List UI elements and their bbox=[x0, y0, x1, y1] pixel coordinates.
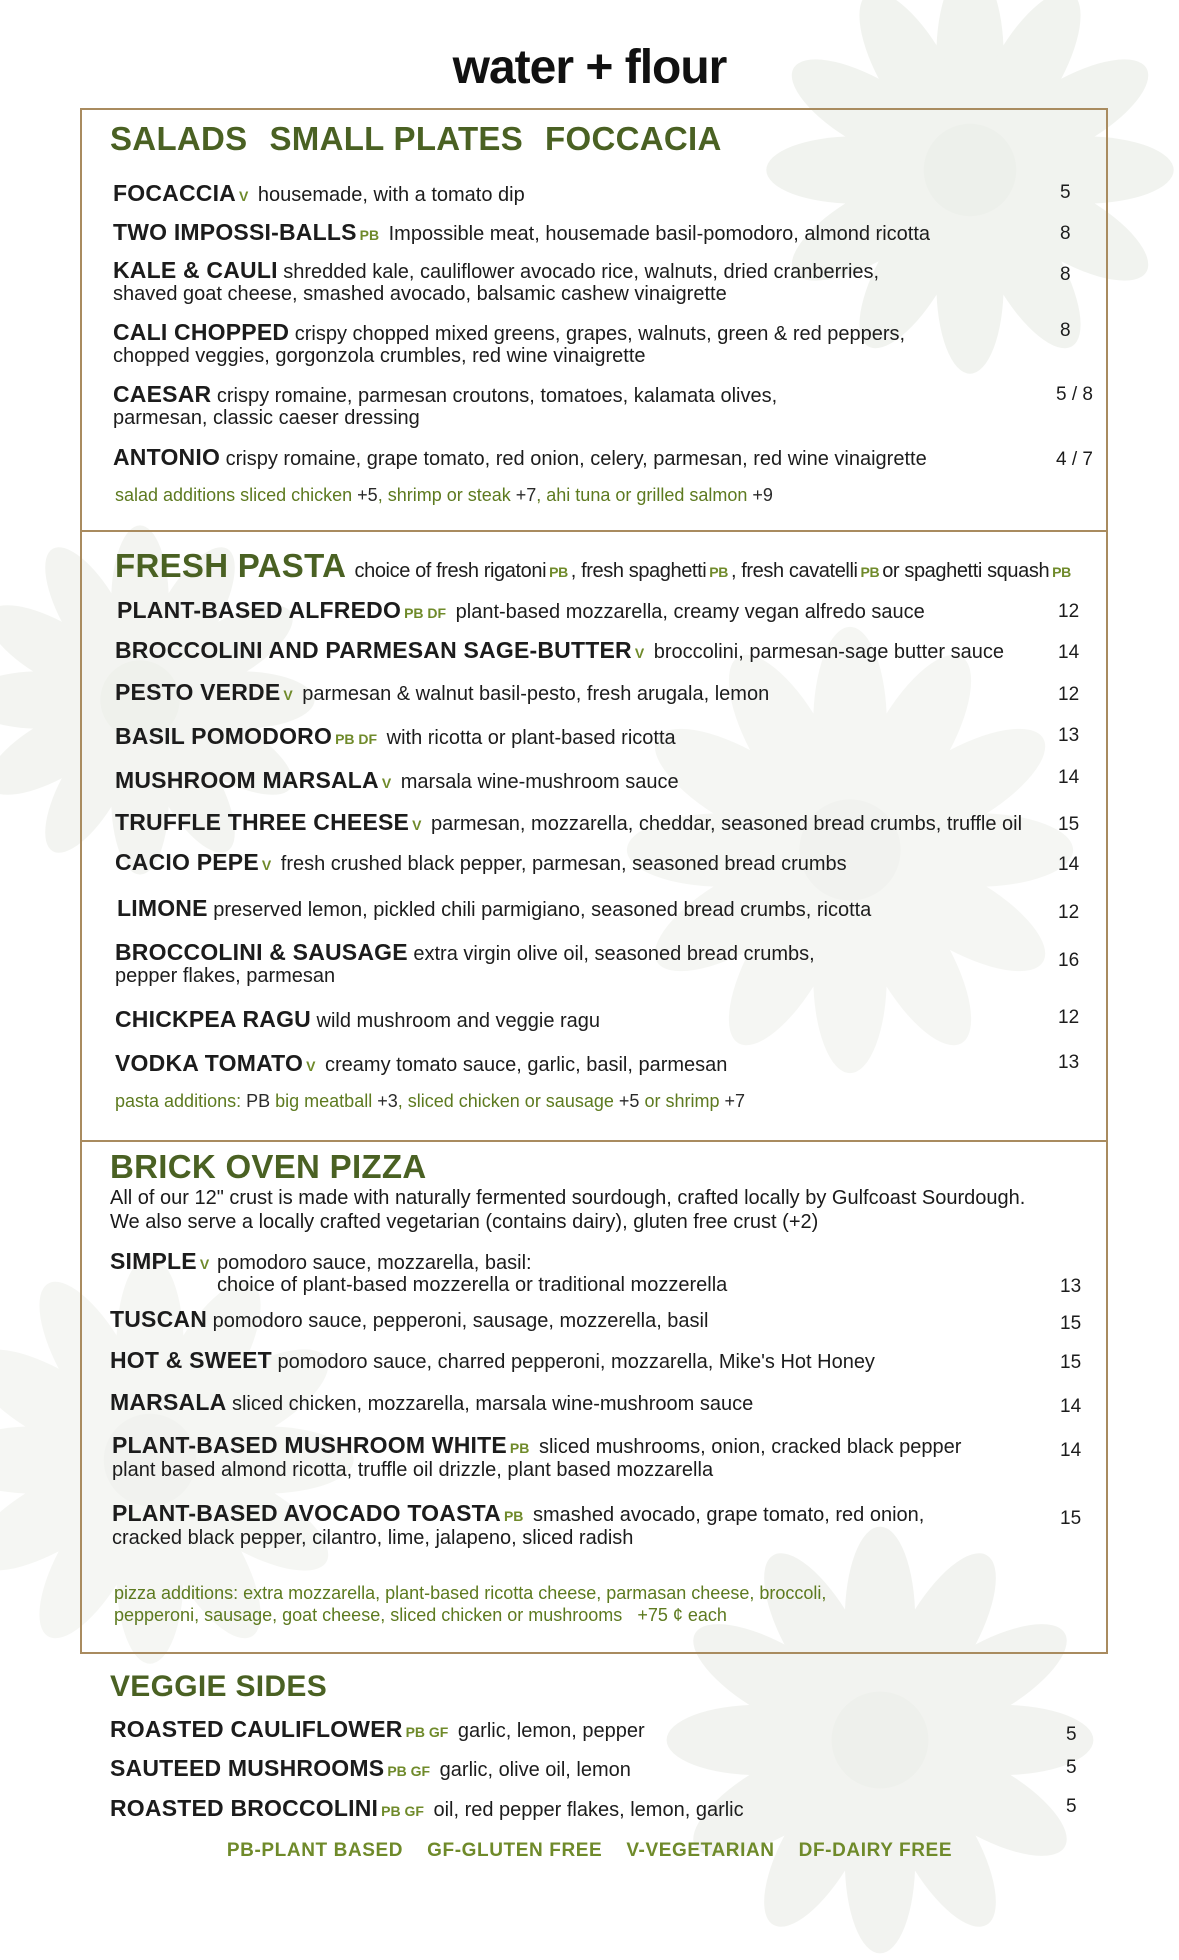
item-price: 12 bbox=[1058, 684, 1080, 705]
item-price: 5 bbox=[1066, 1796, 1077, 1817]
menu-item: SAUTEED MUSHROOMS PB GF garlic, olive oil, lemon bbox=[110, 1755, 631, 1781]
item-price: 12 bbox=[1058, 601, 1080, 622]
item-price: 14 bbox=[1058, 642, 1080, 663]
dietary-legend bbox=[0, 1840, 1179, 1862]
item-price: 8 bbox=[1060, 264, 1071, 285]
menu-item-description: pomodoro sauce, mozzarella, basil: choice of plant-based mozzerella or traditional mozzerella bbox=[217, 1252, 728, 1296]
item-price: 13 bbox=[1058, 1052, 1080, 1073]
item-price: 12 bbox=[1058, 1007, 1080, 1028]
menu-item: ROASTED BROCCOLINI PB GF oil, red pepper flakes, lemon, garlic bbox=[110, 1795, 744, 1821]
menu-item: CALI CHOPPED crispy chopped mixed greens, grapes, walnuts, green & red peppers, chopped veggies, gorgonzola crumbles, red wine vinaigrette bbox=[113, 319, 906, 367]
menu-item: BROCCOLINI & SAUSAGE extra virgin olive oil, seasoned bread crumbs, pepper flakes, parmesan bbox=[115, 939, 815, 987]
menu-item: HOT & SWEET pomodoro sauce, charred pepperoni, mozzarella, Mike's Hot Honey bbox=[110, 1347, 875, 1373]
item-price: 5 bbox=[1066, 1757, 1077, 1778]
item-price: 5 / 8 bbox=[1056, 384, 1093, 405]
item-price: 5 bbox=[1066, 1724, 1077, 1745]
menu-item: FOCACCIA V housemade, with a tomato dip bbox=[113, 180, 525, 206]
menu-item: ROASTED CAULIFLOWER PB GF garlic, lemon, pepper bbox=[110, 1716, 645, 1742]
item-price: 14 bbox=[1058, 854, 1080, 875]
menu-item: PLANT-BASED MUSHROOM WHITE PB sliced mushrooms, onion, cracked black pepper plant based almond ricotta, truffle oil drizzle, plant based mozzarella bbox=[112, 1432, 962, 1481]
menu-item: PLANT-BASED ALFREDO PB DF plant-based mozzarella, creamy vegan alfredo sauce bbox=[117, 597, 925, 623]
pasta-choice-note: choice of fresh rigatoni PB , fresh spaghetti PB , fresh cavatelli PB or spaghetti squash PB bbox=[354, 560, 1071, 582]
menu-item: ANTONIO crispy romaine, grape tomato, red onion, celery, parmesan, red wine vinaigrette bbox=[113, 444, 927, 470]
item-price: 12 bbox=[1058, 902, 1080, 923]
pizza-additions: pizza additions: extra mozzarella, plant-based ricotta cheese, parmasan cheese, broccoli, pepperoni, sausage, goat cheese, sliced chicken or mushrooms +75 ¢ each bbox=[114, 1583, 827, 1625]
veggie-sides-section-title: VEGGIE SIDES bbox=[110, 1670, 327, 1703]
legend-item: PB-PLANT BASED bbox=[226, 1840, 404, 1861]
item-price: 15 bbox=[1060, 1352, 1082, 1373]
pasta-additions: pasta additions: PB big meatball +3, sliced chicken or sausage +5 or shrimp +7 bbox=[115, 1091, 745, 1111]
item-price: 13 bbox=[1058, 725, 1080, 746]
menu-item: PLANT-BASED AVOCADO TOASTA PB smashed avocado, grape tomato, red onion, cracked black pepper, cilantro, lime, jalapeno, sliced radish bbox=[112, 1500, 925, 1549]
item-price: 14 bbox=[1060, 1396, 1082, 1417]
salad-additions: salad additions sliced chicken +5, shrimp or steak +7, ahi tuna or grilled salmon +9 bbox=[115, 485, 773, 505]
salads-section-title: SALADS SMALL PLATES FOCCACIA bbox=[110, 120, 722, 157]
legend-item: GF-GLUTEN FREE bbox=[427, 1840, 603, 1861]
item-price: 15 bbox=[1060, 1313, 1082, 1334]
menu-item: CACIO PEPE V fresh crushed black pepper, parmesan, seasoned bread crumbs bbox=[115, 849, 847, 875]
legend-item: V-VEGETARIAN bbox=[626, 1840, 775, 1861]
item-price: 14 bbox=[1058, 767, 1080, 788]
menu-item: BROCCOLINI AND PARMESAN SAGE-BUTTER V broccolini, parmesan-sage butter sauce bbox=[115, 637, 1004, 663]
menu-item: BASIL POMODORO PB DF with ricotta or plant-based ricotta bbox=[115, 723, 676, 749]
menu-item: VODKA TOMATO V creamy tomato sauce, garlic, basil, parmesan bbox=[115, 1050, 728, 1076]
pasta-section-title: FRESH PASTA choice of fresh rigatoni PB , fresh spaghetti PB , fresh cavatelli PB or spaghetti squash PB bbox=[115, 547, 1074, 585]
item-price: 4 / 7 bbox=[1056, 449, 1093, 470]
item-price: 8 bbox=[1060, 223, 1071, 244]
menu-item: MUSHROOM MARSALA V marsala wine-mushroom sauce bbox=[115, 767, 679, 793]
menu-item: CAESAR crispy romaine, parmesan croutons, tomatoes, kalamata olives, parmesan, classic caeser dressing bbox=[113, 381, 778, 429]
item-price: 15 bbox=[1060, 1508, 1082, 1529]
menu-item: TUSCAN pomodoro sauce, pepperoni, sausage, mozzerella, basil bbox=[110, 1306, 709, 1332]
item-price: 16 bbox=[1058, 950, 1080, 971]
menu-item: MARSALA sliced chicken, mozzarella, marsala wine-mushroom sauce bbox=[110, 1389, 754, 1415]
pizza-crust-note: All of our 12" crust is made with naturally fermented sourdough, crafted locally by Gulfcoast Sourdough. We also serve a locally crafted vegetarian (contains dairy), gluten free crust (+2) bbox=[110, 1187, 1026, 1233]
item-price: 14 bbox=[1060, 1440, 1082, 1461]
item-price: 15 bbox=[1058, 814, 1080, 835]
menu-item: PESTO VERDE V parmesan & walnut basil-pesto, fresh arugala, lemon bbox=[115, 679, 770, 705]
menu-item: LIMONE preserved lemon, pickled chili parmigiano, seasoned bread crumbs, ricotta bbox=[117, 895, 872, 921]
pizza-section-title: BRICK OVEN PIZZA bbox=[110, 1148, 427, 1185]
menu-item: CHICKPEA RAGU wild mushroom and veggie ragu bbox=[115, 1006, 601, 1032]
legend-item: DF-DAIRY FREE bbox=[798, 1840, 953, 1861]
restaurant-logo: water + flour bbox=[452, 41, 727, 94]
menu-item: SIMPLE V bbox=[110, 1248, 210, 1274]
menu-item: TWO IMPOSSI-BALLS PB Impossible meat, housemade basil-pomodoro, almond ricotta bbox=[113, 219, 931, 245]
menu-item: TRUFFLE THREE CHEESE V parmesan, mozzarella, cheddar, seasoned bread crumbs, truffle oil bbox=[115, 809, 1023, 835]
item-price: 13 bbox=[1060, 1276, 1082, 1297]
item-price: 5 bbox=[1060, 182, 1071, 203]
menu-item: KALE & CAULI shredded kale, cauliflower avocado rice, walnuts, dried cranberries, shaved goat cheese, smashed avocado, balsamic cashew vinaigrette bbox=[113, 257, 880, 305]
item-price: 8 bbox=[1060, 320, 1071, 341]
